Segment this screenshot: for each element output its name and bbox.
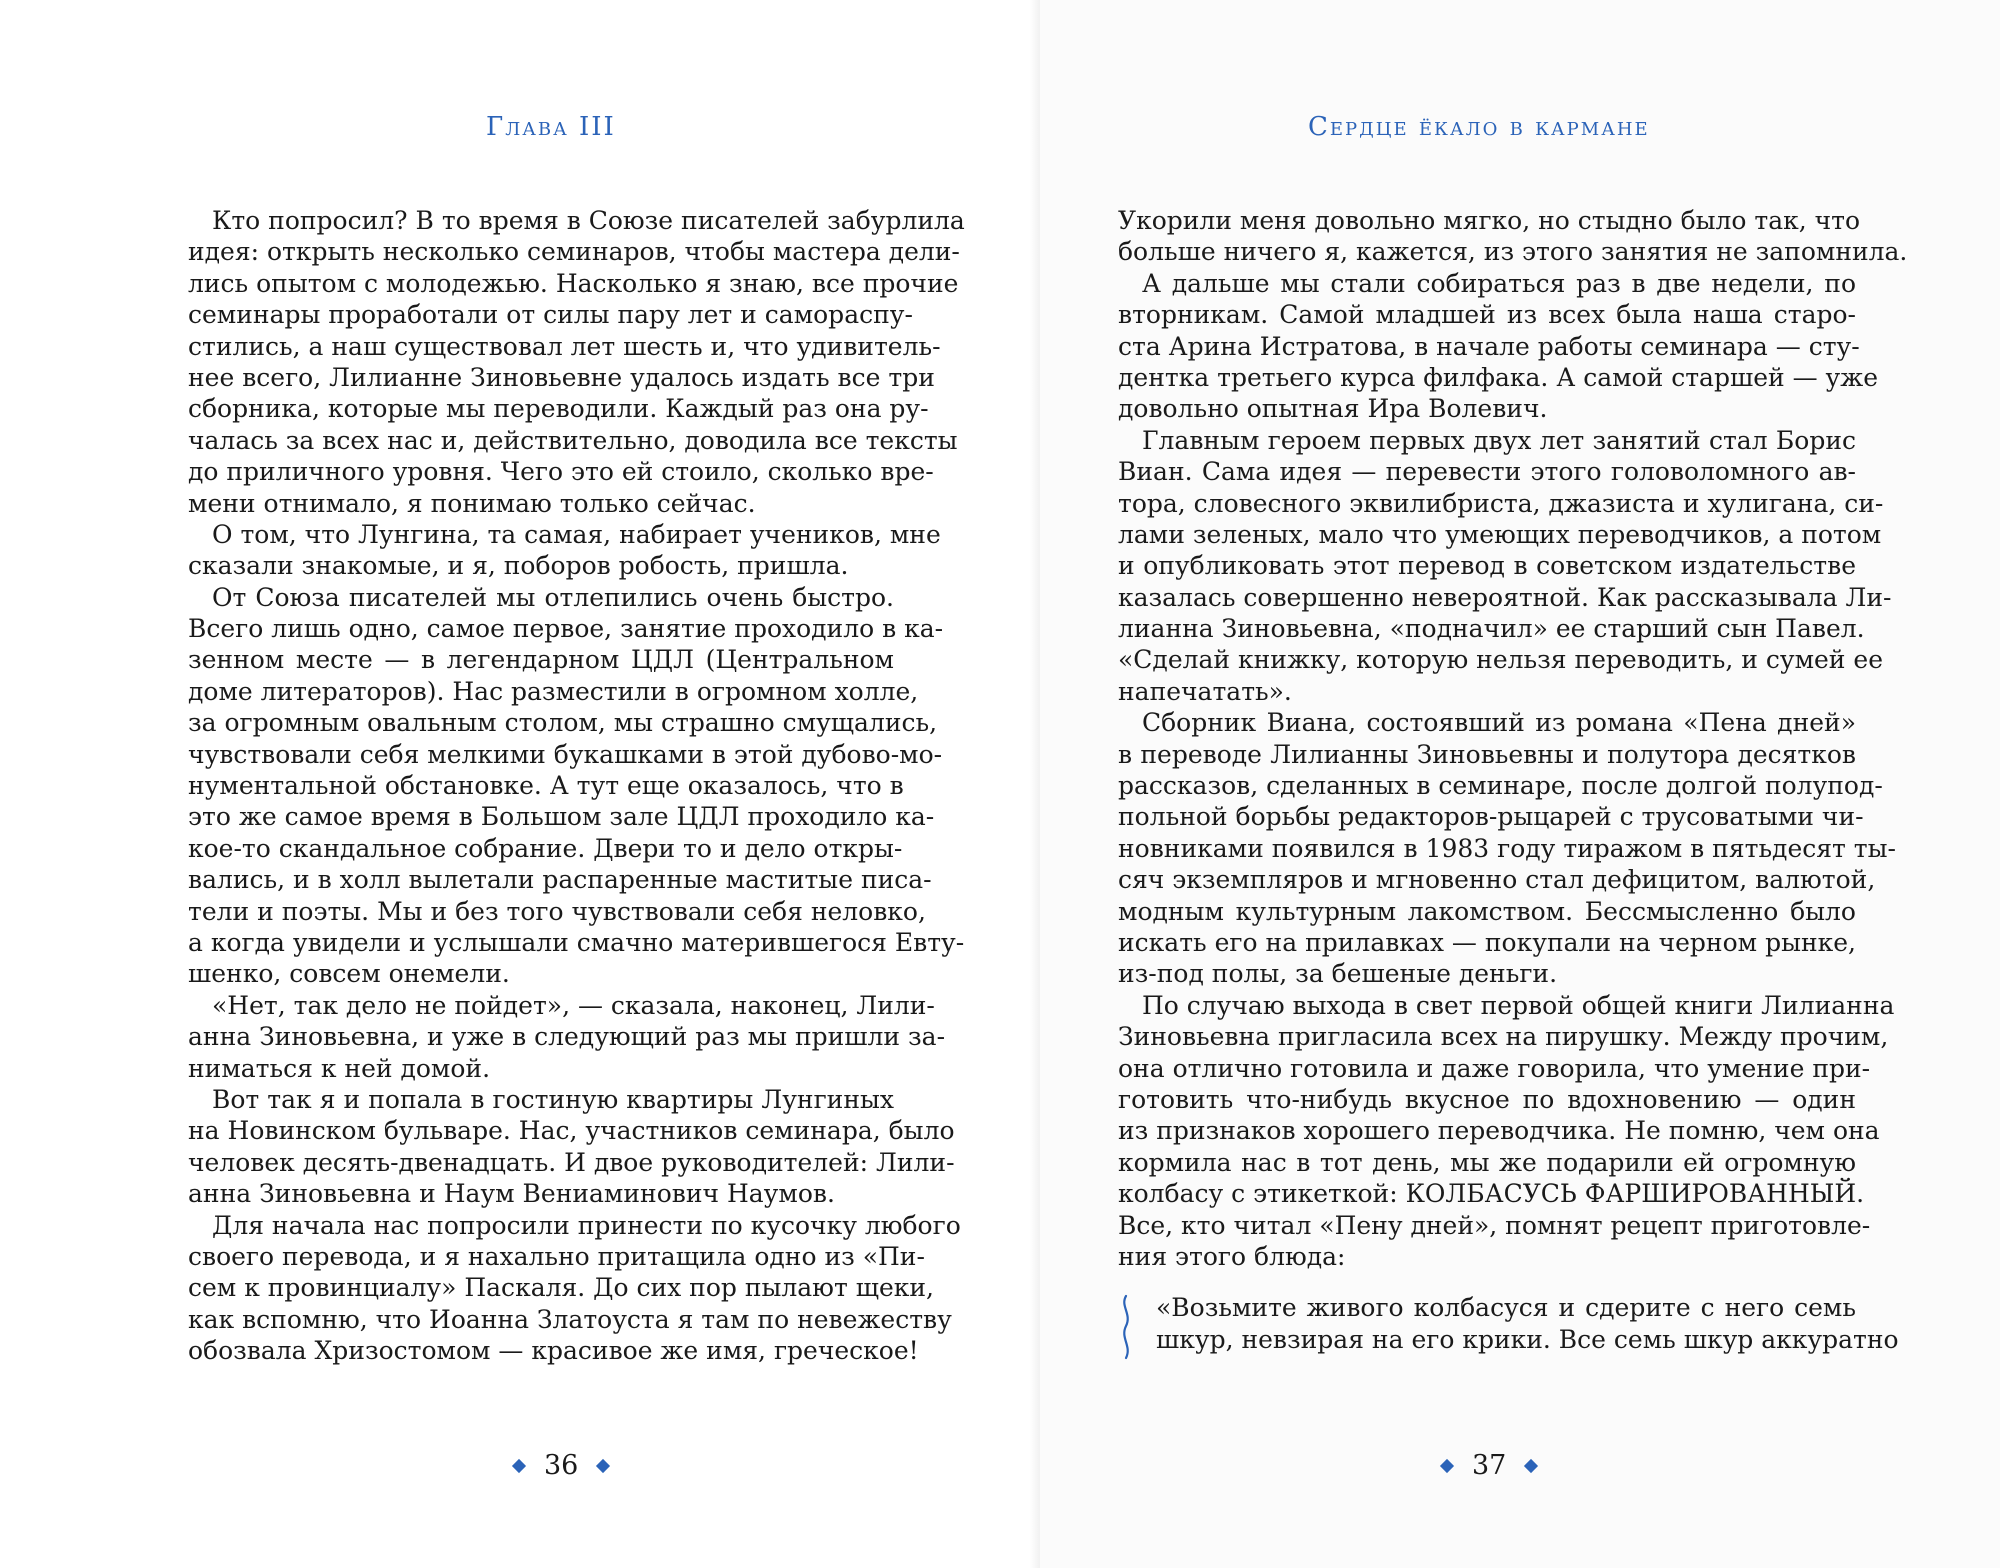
text-line: нее всего, Лилианне Зиновьевне удалось издать все три xyxy=(188,362,935,392)
text-line: Вот так я и попала в гостиную квартиры Лунгиных xyxy=(212,1084,894,1114)
text-line: казалась совершенно невероятной. Как рассказывала Ли- xyxy=(1118,582,1892,612)
text-line: сборника, которые мы переводили. Каждый раз она ру- xyxy=(188,394,929,424)
quote-body xyxy=(1156,1292,1899,1355)
text-line: нументальной обстановке. А тут еще оказалось, что в xyxy=(188,771,904,801)
recipe-quote xyxy=(1118,1292,1899,1355)
text-line: до приличного уровня. Чего это ей стоило, сколько вре- xyxy=(188,457,934,487)
page-number: 37 xyxy=(1472,1450,1507,1481)
text-line: а когда увидели и услышали смачно матерившегося Евту- xyxy=(188,927,965,957)
text-line: человек десять-двенадцать. И двое руководителей: Лили- xyxy=(188,1147,955,1177)
text-line: ниматься к ней домой. xyxy=(188,1053,491,1083)
text-line: дентка третьего курса филфака. А самой старшей — уже xyxy=(1118,362,1879,392)
text-line: больше ничего я, кажется, из этого занятия не запомнила. xyxy=(1118,237,1908,267)
diamond-ornament-icon xyxy=(1440,1458,1454,1472)
left-page-footer xyxy=(494,1450,628,1481)
text-line: стились, а наш существовал лет шесть и, что удивитель- xyxy=(188,331,941,361)
text-line: идея: открыть несколько семинаров, чтобы мастера дели- xyxy=(188,237,960,267)
text-line: обозвала Хризостомом — красивое же имя, греческое! xyxy=(188,1336,919,1366)
page-number: 36 xyxy=(544,1450,579,1481)
text-line: «Нет, так дело не пойдет», — сказала, наконец, Лили- xyxy=(212,990,935,1020)
text-line: тора, словесного эквилибриста, джазиста и хулигана, си- xyxy=(1118,488,1884,518)
text-line: колбасу с этикеткой: КОЛБАСУСЬ ФАРШИРОВАННЫЙ. xyxy=(1118,1179,1865,1209)
text-line: сяч экземпляров и мгновенно стал дефицитом, валютой, xyxy=(1118,865,1876,895)
text-line: из-под полы, за бешеные деньги. xyxy=(1118,959,1558,989)
text-line: лись опытом с молодежью. Насколько я знаю, все прочие xyxy=(188,268,959,298)
text-line: Для начала нас попросили принести по кусочку любого xyxy=(212,1210,961,1240)
text-line: зенном месте — в легендарном ЦДЛ (Центральном xyxy=(188,645,894,675)
text-line: как вспомню, что Иоанна Златоуста я там по невежеству xyxy=(188,1304,952,1334)
text-line: А дальше мы стали собираться раз в две недели, по xyxy=(1142,268,1856,298)
text-line: «Сделай книжку, которую нельзя переводить, и сумей ее xyxy=(1118,645,1884,675)
text-line: семинары проработали от силы пару лет и самораспу- xyxy=(188,300,913,330)
text-line: польной борьбы редакторов-рыцарей с трусоватыми чи- xyxy=(1118,802,1864,832)
text-line: кое-то скандальное собрание. Двери то и дело откры- xyxy=(188,833,903,863)
text-line: Виан. Сама идея — перевести этого головоломного ав- xyxy=(1118,457,1856,487)
text-line: за огромным овальным столом, мы страшно смущались, xyxy=(188,708,938,738)
text-line: шенко, совсем онемели. xyxy=(188,959,510,989)
text-line: «Возьмите живого колбасуся и сдерите с него семь xyxy=(1156,1293,1856,1323)
text-line: мени отнимало, я понимаю только сейчас. xyxy=(188,488,756,518)
text-line: рассказов, сделанных в семинаре, после долгой полупод- xyxy=(1118,771,1883,801)
text-line: Все, кто читал «Пену дней», помнят рецепт приготовле- xyxy=(1118,1210,1871,1240)
text-line: ния этого блюда: xyxy=(1118,1241,1346,1271)
text-line: в переводе Лилианны Зиновьевны и полутора десятков xyxy=(1118,739,1856,769)
right-page-body xyxy=(1118,205,1908,1272)
text-line: От Союза писателей мы отлепились очень быстро. xyxy=(212,582,894,612)
text-line: анна Зиновьевна, и уже в следующий раз мы пришли за- xyxy=(188,1022,946,1052)
text-line: готовить что-нибудь вкусное по вдохновению — один xyxy=(1118,1084,1856,1114)
text-line: из признаков хорошего переводчика. Не помню, чем она xyxy=(1118,1116,1880,1146)
text-line: это же самое время в Большом зале ЦДЛ проходило ка- xyxy=(188,802,935,832)
right-page-footer xyxy=(1422,1450,1556,1481)
text-line: чувствовали себя мелкими букашками в этой дубово-мо- xyxy=(188,739,943,769)
text-line: новниками появился в 1983 году тиражом в пятьдесят ты- xyxy=(1118,833,1896,863)
diamond-ornament-icon xyxy=(1524,1458,1538,1472)
text-line: По случаю выхода в свет первой общей книги Лилианна xyxy=(1142,990,1895,1020)
text-line: анна Зиновьевна и Наум Вениаминович Наумов. xyxy=(188,1179,835,1209)
text-line: Зиновьевна пригласила всех на пирушку. Между прочим, xyxy=(1118,1022,1889,1052)
text-line: Укорили меня довольно мягко, но стыдно было так, что xyxy=(1118,206,1861,235)
text-line: модным культурным лакомством. Бессмысленно было xyxy=(1118,896,1856,926)
text-line: напечатать». xyxy=(1118,676,1292,706)
text-line: доме литераторов). Нас разместили в огромном холле, xyxy=(188,676,919,706)
left-page-text xyxy=(188,205,965,1366)
text-line: ста Арина Истратова, в начале работы семинара — сту- xyxy=(1118,331,1860,361)
text-line: тели и поэты. Мы и без того чувствовали себя неловко, xyxy=(188,896,926,926)
diamond-ornament-icon xyxy=(596,1458,610,1472)
wavy-quote-bar-icon xyxy=(1118,1294,1134,1360)
text-line: сказали знакомые, и я, поборов робость, пришла. xyxy=(188,551,849,581)
diamond-ornament-icon xyxy=(512,1458,526,1472)
text-line: сем к провинциалу» Паскаля. До сих пор пылают щеки, xyxy=(188,1273,934,1303)
text-line: лами зеленых, мало что умеющих переводчиков, а потом xyxy=(1118,519,1882,549)
text-line: кормила нас в тот день, мы же подарили ей огромную xyxy=(1118,1147,1856,1177)
text-line: искать его на прилавках — покупали на черном рынке, xyxy=(1118,927,1856,957)
text-line: вались, и в холл вылетали распаренные маститые писа- xyxy=(188,865,932,895)
text-line: О том, что Лунгина, та самая, набирает учеников, мне xyxy=(212,519,941,549)
text-line: на Новинском бульваре. Нас, участников семинара, было xyxy=(188,1116,955,1146)
text-line: она отлично готовила и даже говорила, что умение при- xyxy=(1118,1053,1871,1083)
running-title: Сердце ёкало в кармане xyxy=(1308,112,1650,142)
right-page xyxy=(1040,0,2000,1568)
text-line: чалась за всех нас и, действительно, доводила все тексты xyxy=(188,425,958,455)
text-line: Сборник Виана, состоявший из романа «Пена дней» xyxy=(1142,708,1856,738)
right-page-text xyxy=(1118,205,1908,1355)
text-line: Кто попросил? В то время в Союзе писателей забурлила xyxy=(212,206,965,235)
text-line: своего перевода, и я нахально притащила одно из «Пи- xyxy=(188,1241,925,1271)
text-line: вторникам. Самой младшей из всех была наша старо- xyxy=(1118,300,1856,330)
text-line: шкур, невзирая на его крики. Все семь шкур аккуратно xyxy=(1156,1324,1899,1354)
text-line: и опубликовать этот перевод в советском издательстве xyxy=(1118,551,1856,581)
text-line: Главным героем первых двух лет занятий стал Борис xyxy=(1142,425,1856,455)
text-line: довольно опытная Ира Волевич. xyxy=(1118,394,1548,424)
text-line: лианна Зиновьевна, «подначил» ее старший сын Павел. xyxy=(1118,614,1865,644)
chapter-header: Глава III xyxy=(486,112,616,142)
text-line: Всего лишь одно, самое первое, занятие проходило в ка- xyxy=(188,614,944,644)
